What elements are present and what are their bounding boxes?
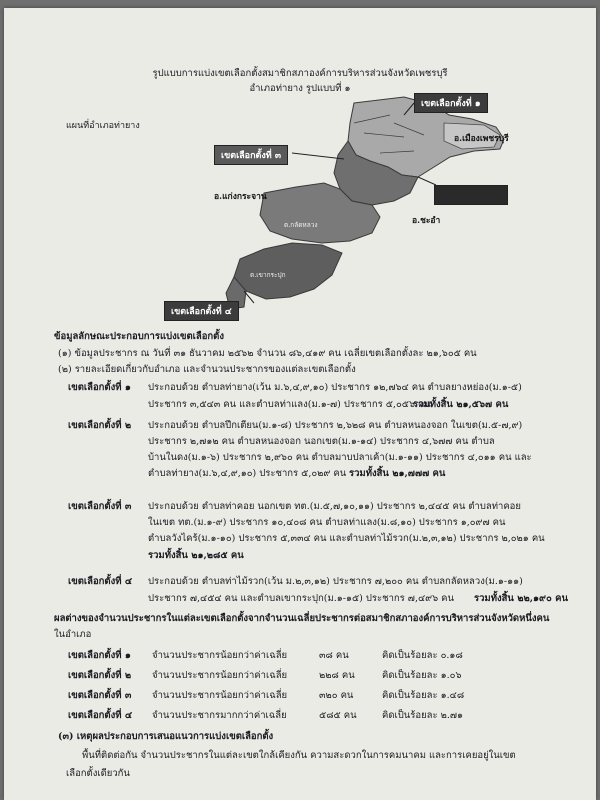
zone-2-line-3: บ้านในดง(ม.๑-๖) ประชากร ๒,๙๖๐ คน ตำบลมาบปลาเค้า(ม.๑-๑๑) ประชากร ๔,๐๑๑ คน และ bbox=[148, 452, 532, 463]
zone-2-total: รวมทั้งสิ้น ๒๑,๗๗๗ คน bbox=[349, 468, 446, 479]
info-heading: ข้อมูลลักษณะประกอบการแบ่งเขตเลือกตั้ง bbox=[54, 331, 224, 342]
zone-3-badge: เขตเลือกตั้งที่ ๓ bbox=[214, 145, 288, 165]
diff-row-2-text: จำนวนประชากรน้อยกว่าค่าเฉลี่ย bbox=[152, 670, 288, 681]
zone-4-label: เขตเลือกตั้งที่ ๔ bbox=[68, 576, 133, 587]
document-subtitle: อำเภอท่ายาง รูปแบบที่ ๑ bbox=[249, 83, 351, 94]
map-label-khao-krapuk: ต.เขากระปุก bbox=[250, 271, 286, 279]
diff-row-1-label: เขตเลือกตั้งที่ ๑ bbox=[68, 650, 131, 661]
zone-2-label: เขตเลือกตั้งที่ ๒ bbox=[68, 420, 132, 431]
diff-row-4-percent: คิดเป็นร้อยละ ๒.๗๑ bbox=[382, 710, 464, 721]
zone-1-total: รวมทั้งสิ้น ๒๑,๕๖๗ คน bbox=[413, 399, 509, 410]
map-label-kaengkrachan: อ.แก่งกระจาน bbox=[214, 192, 267, 202]
info-item-2: (๒) รายละเอียดเกี่ยวกับอำเภอ และจำนวนประชากรของแต่ละเขตเลือกตั้ง bbox=[58, 364, 356, 375]
diff-row-2-count: ๒๒๘ คน bbox=[319, 670, 355, 681]
info-item-1: (๑) ข้อมูลประชากร ณ วันที่ ๓๑ ธันวาคม ๒๕๖๒ จำนวน ๘๖,๔๑๙ คน เฉลี่ยเขตเลือกตั้งละ ๒๑,๖๐๕ คน bbox=[58, 348, 477, 359]
zone-2-line-2: ประชากร ๒,๗๑๒ คน ตำบลหนองจอก นอกเขต(ม.๑-๑๔) ประชากร ๔,๖๗๗ คน ตำบล bbox=[148, 436, 495, 447]
diff-row-1-count: ๓๘ คน bbox=[319, 650, 349, 661]
district-map bbox=[171, 93, 514, 317]
zone-3-total: รวมทั้งสิ้น ๒๑,๒๘๕ คน bbox=[148, 550, 244, 561]
reason-line-1: พื้นที่ติดต่อกัน จำนวนประชากรในแต่ละเขตใกล้เคียงกัน ความสะดวกในการคมนาคม และการเคยอยู่ในเขต bbox=[82, 750, 516, 761]
zone-4-line-1: ประกอบด้วย ตำบลท่าไม้รวก(เว้น ม.๒,๓,๑๒) ประชากร ๗,๒๐๐ คน ตำบลกลัดหลวง(ม.๑-๑๑) bbox=[148, 576, 523, 587]
zone-4-line-2: ประชากร ๗,๔๕๔ คน และตำบลเขากระปุก(ม.๑-๑๕) ประชากร ๗,๔๙๖ คน bbox=[148, 593, 455, 604]
zone-1-line-2: ประชากร ๓,๕๔๓ คน และตำบลท่าแลง(ม.๑-๗) ประชากร ๕,๐๕๖ คน bbox=[148, 399, 431, 410]
diff-row-4-label: เขตเลือกตั้งที่ ๔ bbox=[68, 710, 133, 721]
reason-line-2: เลือกตั้งเดียวกัน bbox=[66, 768, 130, 779]
zone-1-line-1: ประกอบด้วย ตำบลท่ายาง(เว้น ม.๖,๔,๙,๑๐) ประชากร ๑๒,๗๖๔ คน ตำบลยางหย่อง(ม.๑-๕) bbox=[148, 382, 522, 393]
zone-2-badge: เขตเลือกตั้งที่ ๒ bbox=[434, 185, 508, 205]
zone-3-label: เขตเลือกตั้งที่ ๓ bbox=[68, 501, 132, 512]
zone-1-label: เขตเลือกตั้งที่ ๑ bbox=[68, 382, 131, 393]
diff-row-2-percent: คิดเป็นร้อยละ ๑.๐๖ bbox=[382, 670, 462, 681]
zone-2-line-1: ประกอบด้วย ตำบลปึกเตียน(ม.๑-๘) ประชากร ๒,๖๒๘ คน ตำบลหนองจอก ในเขต(ม.๕-๗,๙) bbox=[148, 420, 523, 431]
diff-row-3-text: จำนวนประชากรน้อยกว่าค่าเฉลี่ย bbox=[152, 690, 288, 701]
map-label-mueang: อ.เมืองเพชรบุรี bbox=[454, 134, 509, 144]
diff-row-2-label: เขตเลือกตั้งที่ ๒ bbox=[68, 670, 132, 681]
zone-3-line-3: ตำบลวังไคร้(ม.๑-๑๐) ประชากร ๕,๓๓๔ คน และตำบลท่าไม้รวก(ม.๒,๓,๑๒) ประชากร ๒,๐๒๑ คน bbox=[148, 533, 545, 544]
zone-4-badge: เขตเลือกตั้งที่ ๔ bbox=[164, 301, 239, 321]
reason-heading: (๓) เหตุผลประกอบการเสนอแนวการแบ่งเขตเลือกตั้ง bbox=[58, 731, 274, 742]
diff-row-3-label: เขตเลือกตั้งที่ ๓ bbox=[68, 690, 132, 701]
diff-row-4-count: ๕๘๕ คน bbox=[319, 710, 357, 721]
diff-heading: ผลต่างของจำนวนประชากรในแต่ละเขตเลือกตั้งจากจำนวนเฉลี่ยประชากรต่อสมาชิกสภาองค์การบริหารส่วนจังหวัดหนึ่งคน bbox=[54, 613, 550, 624]
diff-heading-2: ในอำเภอ bbox=[54, 629, 92, 640]
diff-row-1-percent: คิดเป็นร้อยละ ๐.๑๘ bbox=[382, 650, 463, 661]
zone-3-line-1: ประกอบด้วย ตำบลท่าคอย นอกเขต ทต.(ม.๕,๗,๑๐,๑๑) ประชากร ๒,๔๔๕ คน ตำบลท่าคอย bbox=[148, 501, 521, 512]
zone-4-total: รวมทั้งสิ้น ๒๒,๑๙๐ คน bbox=[474, 593, 568, 604]
map-caption: แผนที่อำเภอท่ายาง bbox=[66, 121, 140, 131]
diff-row-4-text: จำนวนประชากรมากกว่าค่าเฉลี่ย bbox=[152, 710, 287, 721]
diff-row-3-percent: คิดเป็นร้อยละ ๑.๔๘ bbox=[382, 690, 465, 701]
map-label-chaam: อ.ชะอำ bbox=[412, 216, 441, 226]
diff-row-3-count: ๓๒๐ คน bbox=[319, 690, 354, 701]
diff-row-1-text: จำนวนประชากรน้อยกว่าค่าเฉลี่ย bbox=[152, 650, 288, 661]
zone-2-line-4: ตำบลท่ายาง(ม.๖,๔,๙,๑๐) ประชากร ๕,๐๒๙ คน bbox=[148, 468, 347, 479]
map-label-klat-luang: ต.กลัดหลวง bbox=[284, 221, 318, 229]
document-title: รูปแบบการแบ่งเขตเลือกตั้งสมาชิกสภาองค์การบริหารส่วนจังหวัดเพชรบุรี bbox=[152, 68, 448, 79]
document-page bbox=[4, 8, 596, 800]
zone-3-line-2: ในเขต ทต.(ม.๑-๙) ประชากร ๑๐,๔๐๘ คน ตำบลท่าแลง(ม.๘,๑๐) ประชากร ๑,๐๙๗ คน bbox=[148, 517, 506, 528]
zone-1-badge: เขตเลือกตั้งที่ ๑ bbox=[414, 93, 488, 113]
